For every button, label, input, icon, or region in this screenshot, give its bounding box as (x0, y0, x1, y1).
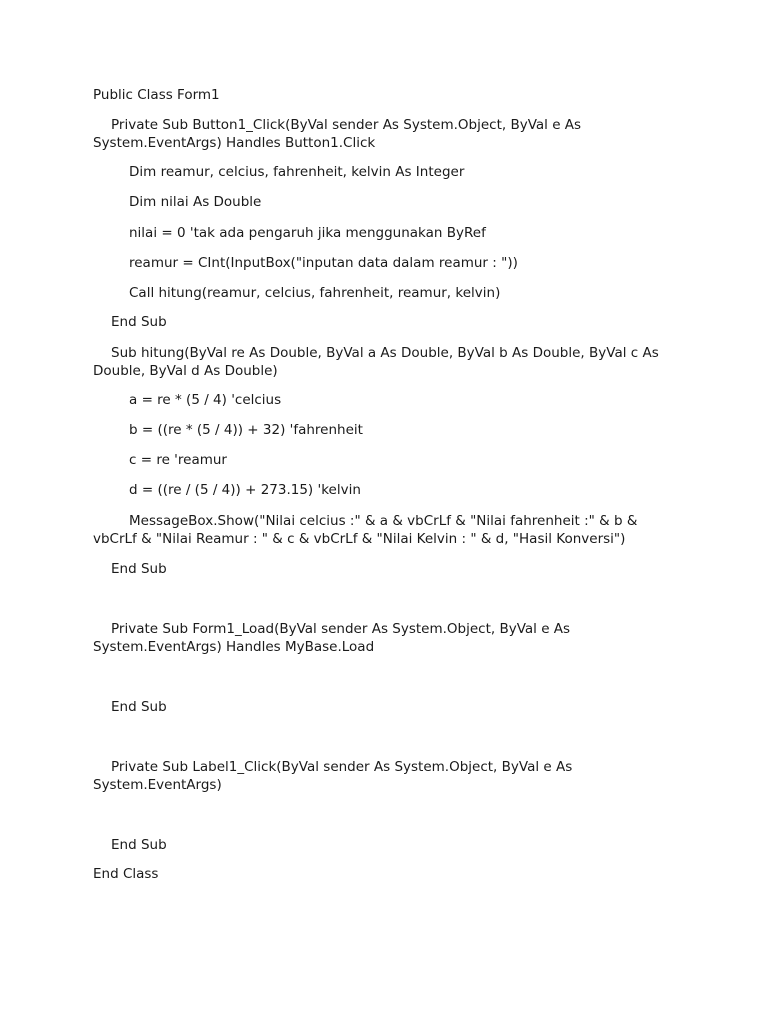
code-line: End Class (93, 866, 159, 882)
code-line: c = re 'reamur (129, 452, 227, 468)
code-line: Private Sub Form1_Load(ByVal sender As System.Object, ByVal e As System.EventArgs) Handles MyBase.Load (93, 621, 571, 655)
code-line: a = re * (5 / 4) 'celcius (129, 392, 282, 408)
code-line: d = ((re / (5 / 4)) + 273.15) 'kelvin (129, 482, 361, 498)
code-line: Public Class Form1 (93, 87, 220, 103)
code-line: Private Sub Button1_Click(ByVal sender As System.Object, ByVal e As System.EventArgs) Handles Button1.Click (93, 117, 582, 151)
code-line: Sub hitung(ByVal re As Double, ByVal a As Double, ByVal b As Double, ByVal c As Double, ByVal d As Double) (93, 345, 659, 379)
code-line: reamur = CInt(InputBox("inputan data dalam reamur : ")) (129, 255, 518, 271)
code-line: Private Sub Label1_Click(ByVal sender As System.Object, ByVal e As System.EventArgs) (93, 759, 573, 793)
code-line: MessageBox.Show("Nilai celcius :" & a & vbCrLf & "Nilai fahrenheit :" & b & vbCrLf & "Nilai Reamur : " & c & vbCrLf & "Nilai Kelvin : " & d, "Hasil Konversi") (93, 513, 638, 547)
code-line: End Sub (111, 314, 167, 330)
code-line: nilai = 0 'tak ada pengaruh jika menggunakan ByRef (129, 225, 486, 241)
code-line: End Sub (111, 699, 167, 715)
code-line: End Sub (111, 837, 167, 853)
code-line: b = ((re * (5 / 4)) + 32) 'fahrenheit (129, 422, 363, 438)
code-line: Call hitung(reamur, celcius, fahrenheit, reamur, kelvin) (129, 285, 501, 301)
code-line: Dim reamur, celcius, fahrenheit, kelvin As Integer (129, 164, 465, 180)
code-line: Dim nilai As Double (129, 194, 262, 210)
code-line: End Sub (111, 561, 167, 577)
